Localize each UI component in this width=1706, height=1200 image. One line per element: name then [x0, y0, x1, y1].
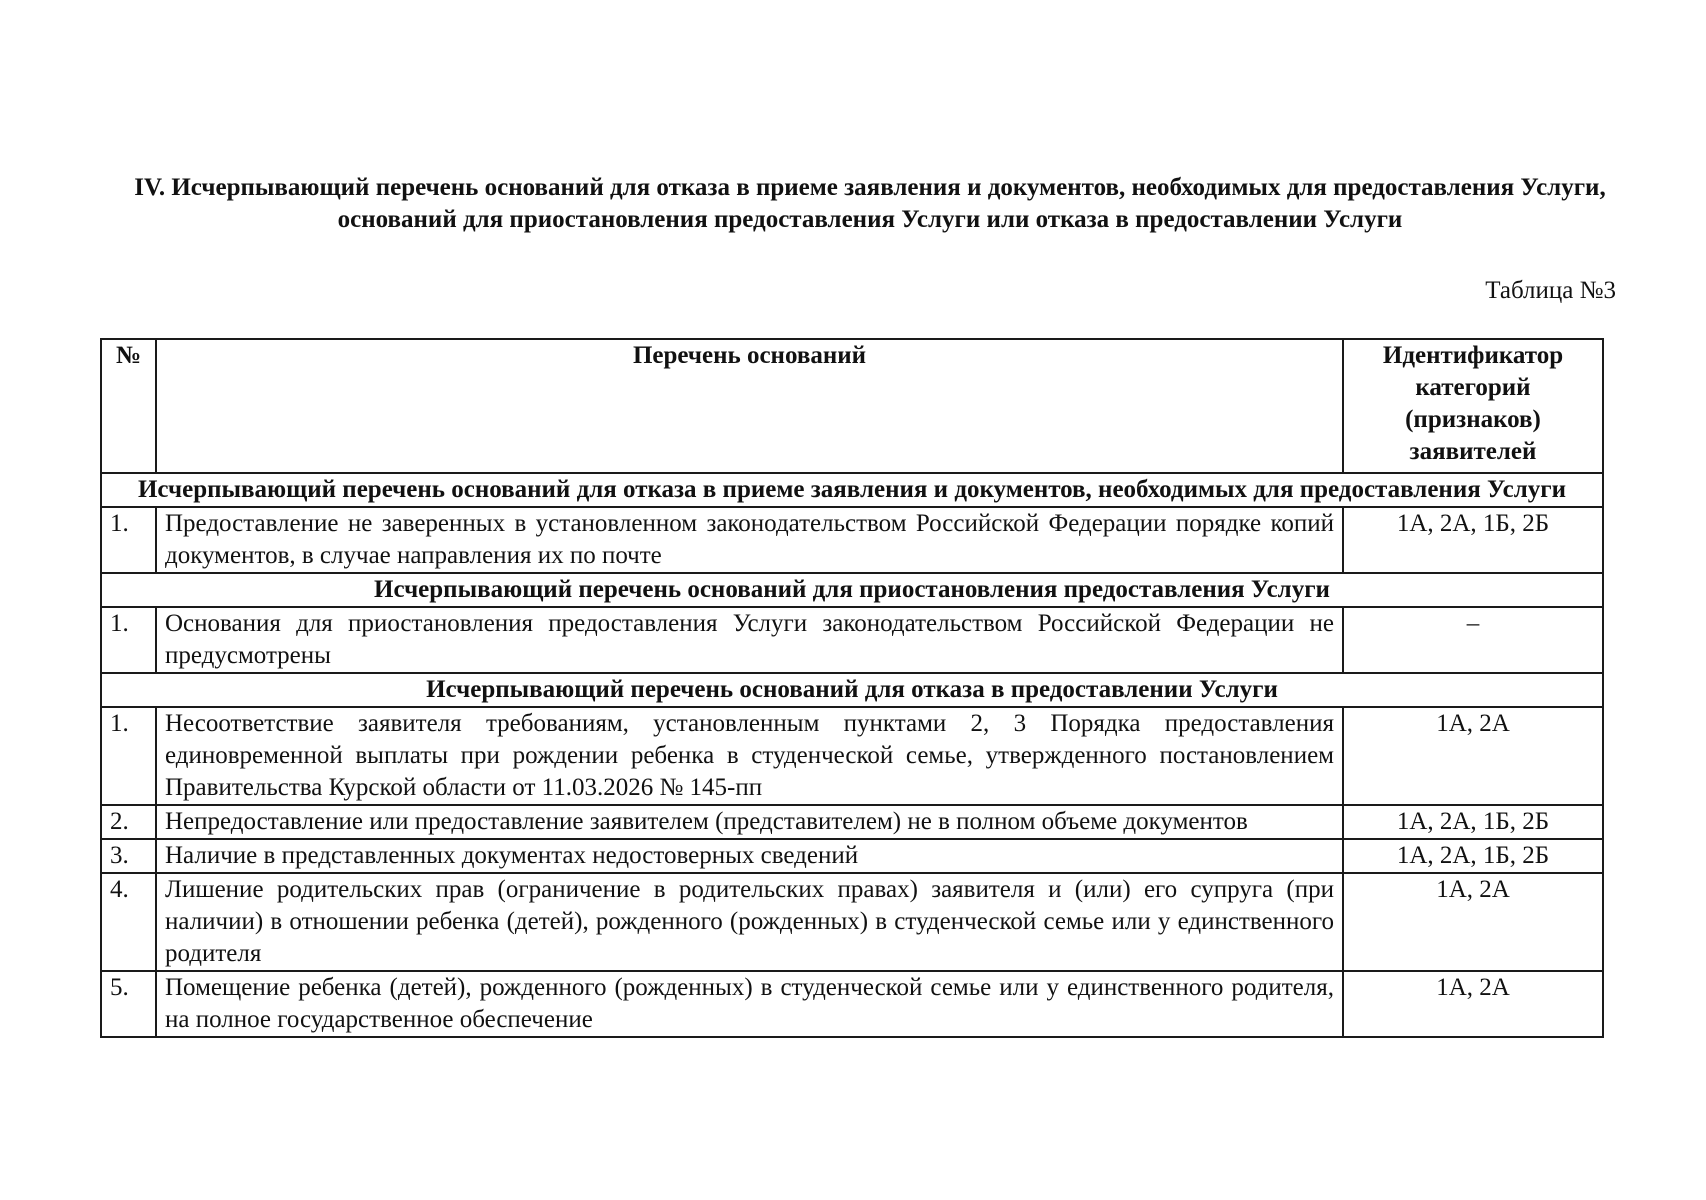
row-number: 3. — [101, 839, 156, 873]
row-ground-text: Лишение родительских прав (ограничение в родительских правах) заявителя и (или) его супруга (при наличии) в отношении ребенка (детей), рожденного (рожденных) в студенческой семье или у единственного родителя — [156, 873, 1343, 971]
row-number: 1. — [101, 607, 156, 673]
header-number: № — [101, 339, 156, 473]
section-row-refusal-service — [101, 673, 1603, 707]
row-number: 1. — [101, 707, 156, 805]
grounds-table — [100, 338, 1604, 1038]
row-category-ids: 1А, 2А — [1343, 971, 1603, 1037]
section-title: Исчерпывающий перечень оснований для отказа в предоставлении Услуги — [101, 673, 1603, 707]
row-number: 1. — [101, 507, 156, 573]
table-row — [101, 971, 1603, 1037]
table-row — [101, 805, 1603, 839]
row-number: 2. — [101, 805, 156, 839]
section-title: Исчерпывающий перечень оснований для отказа в приеме заявления и документов, необходимых для предоставления Услуги — [101, 473, 1603, 507]
row-ground-text: Непредоставление или предоставление заявителем (представителем) не в полном объеме документов — [156, 805, 1343, 839]
table-caption: Таблица №3 — [1485, 277, 1616, 304]
table-row — [101, 507, 1603, 573]
table-header-row — [101, 339, 1603, 473]
row-category-ids: 1А, 2А — [1343, 707, 1603, 805]
row-category-ids: 1А, 2А, 1Б, 2Б — [1343, 805, 1603, 839]
table-row — [101, 607, 1603, 673]
table-row — [101, 873, 1603, 971]
row-category-ids: – — [1343, 607, 1603, 673]
row-number: 5. — [101, 971, 156, 1037]
section-heading: IV. Исчерпывающий перечень оснований для отказа в приеме заявления и документов, необходимых для предоставления Услуги, оснований для приостановления предоставления Услуги или отказа в предоставлении Услуги — [134, 174, 1606, 233]
section-row-refusal-acceptance — [101, 473, 1603, 507]
row-ground-text: Предоставление не заверенных в установленном законодательством Российской Федерации порядке копий документов, в случае направления их по почте — [156, 507, 1343, 573]
header-grounds-list: Перечень оснований — [156, 339, 1343, 473]
table-row — [101, 707, 1603, 805]
header-applicant-category-id: Идентификатор категорий (признаков) заявителей — [1343, 339, 1603, 473]
row-ground-text: Наличие в представленных документах недостоверных сведений — [156, 839, 1343, 873]
row-category-ids: 1А, 2А, 1Б, 2Б — [1343, 839, 1603, 873]
row-number: 4. — [101, 873, 156, 971]
table-row — [101, 839, 1603, 873]
section-row-suspension — [101, 573, 1603, 607]
row-ground-text: Несоответствие заявителя требованиям, установленным пунктами 2, 3 Порядка предоставления единовременной выплаты при рождении ребенка в студенческой семье, утвержденного постановлением Правительства Курской области от 11.03.2026 № 145-пп — [156, 707, 1343, 805]
row-category-ids: 1А, 2А — [1343, 873, 1603, 971]
row-category-ids: 1А, 2А, 1Б, 2Б — [1343, 507, 1603, 573]
section-title: Исчерпывающий перечень оснований для приостановления предоставления Услуги — [101, 573, 1603, 607]
row-ground-text: Помещение ребенка (детей), рожденного (рожденных) в студенческой семье или у единственного родителя, на полное государственное обеспечение — [156, 971, 1343, 1037]
row-ground-text: Основания для приостановления предоставления Услуги законодательством Российской Федерации не предусмотрены — [156, 607, 1343, 673]
